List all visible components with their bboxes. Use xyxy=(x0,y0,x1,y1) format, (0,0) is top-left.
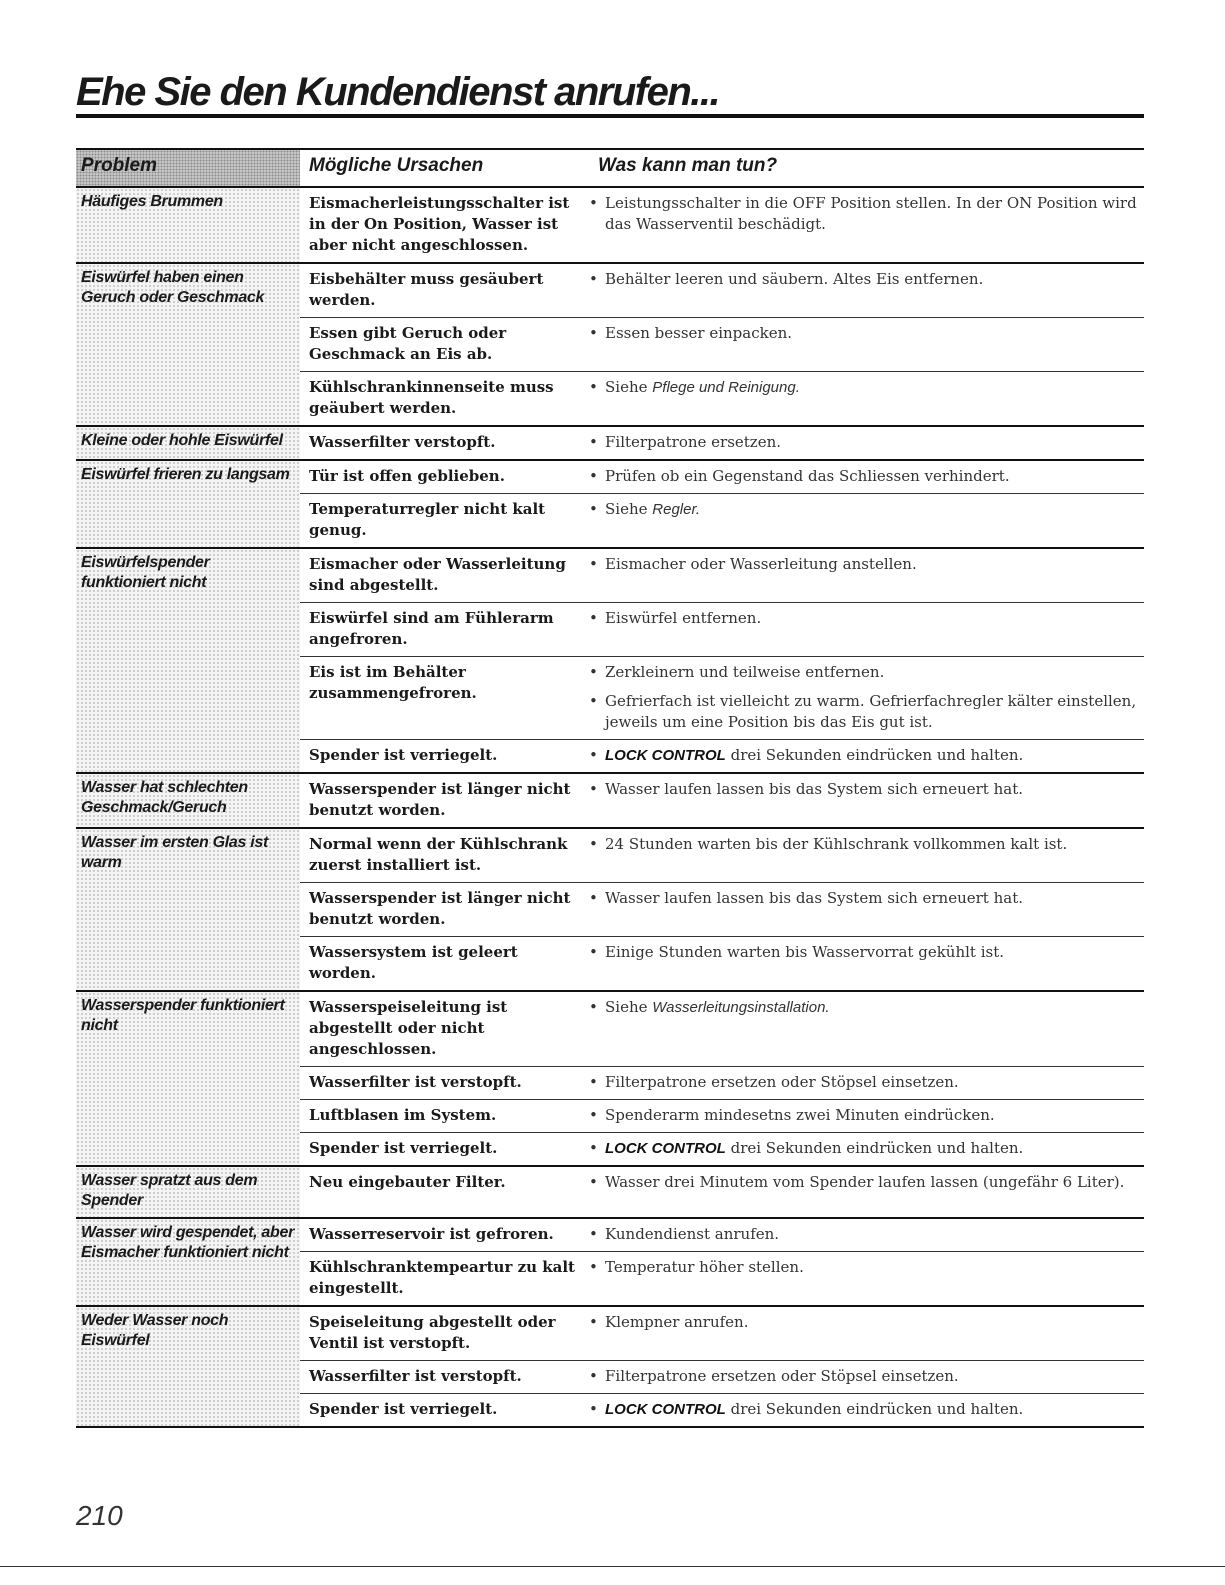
solution-item xyxy=(589,745,1144,766)
solution-segment: Filterpatrone ersetzen oder Stöpsel einsetzen. xyxy=(605,1367,959,1385)
cause-text: Eismacher oder Wasserleitung sind abgestellt. xyxy=(309,555,566,594)
problem-label: Eiswürfel haben einen Geruch oder Geschmack xyxy=(76,264,300,425)
solution-item xyxy=(589,323,1144,344)
cause-text: Essen gibt Geruch oder Geschmack an Eis ab. xyxy=(309,324,507,363)
solution-segment: drei Sekunden eindrücken und halten. xyxy=(725,1400,1024,1418)
cause-text: Wasserfilter verstopft. xyxy=(309,433,496,451)
solution-item xyxy=(589,997,1144,1018)
solutions-cell xyxy=(589,264,1144,317)
cause-row xyxy=(300,1132,1144,1165)
causes-column xyxy=(300,1219,1144,1305)
solutions-cell xyxy=(589,1252,1144,1305)
cause-row xyxy=(300,1219,1144,1251)
solution-item xyxy=(589,942,1144,963)
solution-item xyxy=(589,608,1144,629)
problem-group xyxy=(76,188,1144,264)
causes-column xyxy=(300,549,1144,772)
bullet-icon: • xyxy=(589,433,598,451)
causes-column xyxy=(300,992,1144,1165)
solution-text xyxy=(605,691,1144,733)
cause-row xyxy=(300,371,1144,425)
cause-row xyxy=(300,882,1144,936)
solution-item xyxy=(589,1138,1144,1159)
cause-row xyxy=(300,493,1144,547)
cause-row xyxy=(300,1066,1144,1099)
problem-group xyxy=(76,774,1144,829)
cause-row xyxy=(300,739,1144,772)
solutions-cell xyxy=(589,1307,1144,1360)
reference-text: Pflege und Reinigung. xyxy=(652,379,800,396)
solution-item xyxy=(589,499,1144,520)
solution-text xyxy=(605,323,1144,344)
bullet-icon: • xyxy=(589,1367,598,1385)
solution-item xyxy=(589,1257,1144,1278)
problem-label: Wasser im ersten Glas ist warm xyxy=(76,829,300,990)
cause-row xyxy=(300,992,1144,1066)
bullet-icon: • xyxy=(589,998,598,1016)
causes-column xyxy=(300,1307,1144,1426)
cause-text: Eis ist im Behälter zusammengefroren. xyxy=(309,663,477,702)
causes-column xyxy=(300,829,1144,990)
problem-group xyxy=(76,992,1144,1167)
troubleshooting-table xyxy=(76,148,1144,1428)
cause-text: Temperaturregler nicht kalt genug. xyxy=(309,500,546,539)
cause-row xyxy=(300,264,1144,317)
causes-column xyxy=(300,1167,1144,1217)
header-problem: Problem xyxy=(81,155,158,176)
title-rule xyxy=(76,114,1144,118)
problem-label: Wasser hat schlechten Geschmack/Geruch xyxy=(76,774,300,827)
solution-segment: Temperatur höher stellen. xyxy=(605,1258,804,1276)
causes-column xyxy=(300,461,1144,547)
problem-group xyxy=(76,1219,1144,1307)
problem-group xyxy=(76,1167,1144,1219)
solution-segment: Siehe xyxy=(605,998,653,1016)
solutions-cell xyxy=(589,318,1144,371)
cause-row xyxy=(300,461,1144,493)
solution-text xyxy=(605,269,1144,290)
table-body xyxy=(76,188,1144,1428)
bullet-icon: • xyxy=(589,1313,598,1331)
solution-segment: Einige Stunden warten bis Wasservorrat gekühlt ist. xyxy=(605,943,1004,961)
solutions-cell xyxy=(589,549,1144,602)
solution-text xyxy=(605,942,1144,963)
bullet-icon: • xyxy=(589,194,598,212)
solution-segment: Prüfen ob ein Gegenstand das Schliessen verhindert. xyxy=(605,467,1010,485)
bullet-icon: • xyxy=(589,609,598,627)
cause-row xyxy=(300,1393,1144,1426)
solution-item xyxy=(589,1399,1144,1420)
solution-item xyxy=(589,1105,1144,1126)
solution-item xyxy=(589,834,1144,855)
cause-row xyxy=(300,774,1144,827)
header-causes: Mögliche Ursachen xyxy=(309,155,484,176)
solution-item xyxy=(589,779,1144,800)
solution-text xyxy=(605,1172,1144,1193)
bullet-icon: • xyxy=(589,1173,598,1191)
problem-label: Wasser spratzt aus dem Spender xyxy=(76,1167,300,1217)
solution-segment: Essen besser einpacken. xyxy=(605,324,793,342)
cause-text: Normal wenn der Kühlschrank zuerst installiert ist. xyxy=(309,835,568,874)
solutions-cell xyxy=(589,461,1144,493)
lock-control-label: LOCK CONTROL xyxy=(605,1140,726,1157)
solution-item xyxy=(589,377,1144,398)
bullet-icon: • xyxy=(589,835,598,853)
bullet-icon: • xyxy=(589,270,598,288)
solution-item xyxy=(589,432,1144,453)
cause-text: Luftblasen im System. xyxy=(309,1106,497,1124)
problem-label: Häufiges Brummen xyxy=(76,188,300,262)
solution-text xyxy=(605,745,1144,766)
solution-text xyxy=(605,834,1144,855)
cause-row xyxy=(300,936,1144,990)
problem-group xyxy=(76,264,1144,427)
bullet-icon: • xyxy=(589,1225,598,1243)
solution-segment: Behälter leeren und säubern. Altes Eis entfernen. xyxy=(605,270,984,288)
solution-segment: Eismacher oder Wasserleitung anstellen. xyxy=(605,555,917,573)
solution-segment: drei Sekunden eindrücken und halten. xyxy=(725,1139,1024,1157)
solutions-cell xyxy=(589,603,1144,656)
cause-row xyxy=(300,317,1144,371)
solutions-cell xyxy=(589,1067,1144,1099)
solutions-cell xyxy=(589,740,1144,772)
solution-segment: Siehe xyxy=(605,500,653,518)
solutions-cell xyxy=(589,774,1144,827)
solution-text xyxy=(605,888,1144,909)
cause-text: Kühlschrankinnenseite muss geäubert werden. xyxy=(309,378,554,417)
cause-row xyxy=(300,1360,1144,1393)
bullet-icon: • xyxy=(589,663,598,681)
cause-row xyxy=(300,1099,1144,1132)
bullet-icon: • xyxy=(589,746,598,764)
solution-text xyxy=(605,1105,1144,1126)
solutions-cell xyxy=(589,992,1144,1066)
problem-label: Weder Wasser noch Eiswürfel xyxy=(76,1307,300,1426)
solution-segment: Wasser laufen lassen bis das System sich erneuert hat. xyxy=(605,780,1024,798)
solution-segment: Filterpatrone ersetzen oder Stöpsel einsetzen. xyxy=(605,1073,959,1091)
solutions-cell xyxy=(589,1133,1144,1165)
cause-row xyxy=(300,549,1144,602)
bullet-icon: • xyxy=(589,1258,598,1276)
solution-segment: Wasser laufen lassen bis das System sich erneuert hat. xyxy=(605,889,1024,907)
solutions-cell xyxy=(589,657,1144,739)
solutions-cell xyxy=(589,883,1144,936)
solution-item xyxy=(589,1072,1144,1093)
solution-text xyxy=(605,499,1144,520)
solutions-cell xyxy=(589,1361,1144,1393)
problem-group xyxy=(76,427,1144,461)
lock-control-label: LOCK CONTROL xyxy=(605,747,726,764)
cause-text: Wasserfilter ist verstopft. xyxy=(309,1073,522,1091)
solution-item xyxy=(589,1312,1144,1333)
bullet-icon: • xyxy=(589,943,598,961)
solution-text xyxy=(605,779,1144,800)
solution-text xyxy=(605,466,1144,487)
cause-text: Neu eingebauter Filter. xyxy=(309,1173,506,1191)
solution-item xyxy=(589,1224,1144,1245)
solution-text xyxy=(605,1072,1144,1093)
cause-text: Spender ist verriegelt. xyxy=(309,746,498,764)
solution-text xyxy=(605,377,1144,398)
problem-group xyxy=(76,549,1144,774)
solution-text xyxy=(605,662,1144,683)
page-number: 210 xyxy=(76,1500,123,1531)
cause-row xyxy=(300,602,1144,656)
causes-column xyxy=(300,188,1144,262)
cause-text: Wasserfilter ist verstopft. xyxy=(309,1367,522,1385)
solution-segment: Leistungsschalter in die OFF Position stellen. In der ON Position wird das Wasserventil beschädigt. xyxy=(605,194,1137,233)
solution-text xyxy=(605,1399,1144,1420)
causes-column xyxy=(300,427,1144,459)
solution-segment: Gefrierfach ist vielleicht zu warm. Gefrierfachregler kälter einstellen, jeweils um eine Position bis das Eis gut ist. xyxy=(605,692,1137,731)
solutions-cell xyxy=(589,427,1144,459)
cause-text: Wasserspender ist länger nicht benutzt worden. xyxy=(309,889,571,928)
lock-control-label: LOCK CONTROL xyxy=(605,1401,726,1418)
problem-group xyxy=(76,461,1144,549)
solution-item xyxy=(589,1172,1144,1193)
solution-text xyxy=(605,608,1144,629)
bullet-icon: • xyxy=(589,324,598,342)
solution-segment: Kundendienst anrufen. xyxy=(605,1225,780,1243)
cause-row xyxy=(300,188,1144,262)
table-header xyxy=(76,148,1144,188)
reference-text: Wasserleitungsinstallation. xyxy=(652,999,830,1016)
solutions-cell xyxy=(589,1219,1144,1251)
solution-item xyxy=(589,888,1144,909)
bottom-rule xyxy=(0,1566,1225,1567)
problem-group xyxy=(76,1307,1144,1428)
cause-text: Wasserreservoir ist gefroren. xyxy=(309,1225,554,1243)
solution-segment: Eiswürfel entfernen. xyxy=(605,609,762,627)
bullet-icon: • xyxy=(589,467,598,485)
solution-item xyxy=(589,662,1144,683)
solution-item xyxy=(589,1366,1144,1387)
solution-segment: Zerkleinern und teilweise entfernen. xyxy=(605,663,885,681)
solution-segment: Klempner anrufen. xyxy=(605,1313,749,1331)
cause-text: Speiseleitung abgestellt oder Ventil ist verstopft. xyxy=(309,1313,556,1352)
solution-item xyxy=(589,554,1144,575)
problem-label: Kleine oder hohle Eiswürfel xyxy=(76,427,300,459)
cause-row xyxy=(300,1307,1144,1360)
solutions-cell xyxy=(589,1100,1144,1132)
solutions-cell xyxy=(589,372,1144,425)
bullet-icon: • xyxy=(589,1073,598,1091)
solution-text xyxy=(605,1257,1144,1278)
solution-text xyxy=(605,1224,1144,1245)
solutions-cell xyxy=(589,188,1144,262)
causes-column xyxy=(300,264,1144,425)
bullet-icon: • xyxy=(589,692,598,710)
bullet-icon: • xyxy=(589,780,598,798)
cause-text: Eismacherleistungsschalter ist in der On Position, Wasser ist aber nicht angeschlossen. xyxy=(309,194,570,254)
bullet-icon: • xyxy=(589,500,598,518)
cause-row xyxy=(300,427,1144,459)
cause-text: Eiswürfel sind am Fühlerarm angefroren. xyxy=(309,609,554,648)
page-title: Ehe Sie den Kundendienst anrufen... xyxy=(76,70,720,114)
solution-text xyxy=(605,554,1144,575)
bullet-icon: • xyxy=(589,555,598,573)
solution-segment: Filterpatrone ersetzen. xyxy=(605,433,782,451)
bullet-icon: • xyxy=(589,889,598,907)
solution-text xyxy=(605,1312,1144,1333)
problem-label: Wasser wird gespendet, aber Eismacher funktioniert nicht xyxy=(76,1219,300,1305)
solutions-cell xyxy=(589,937,1144,990)
cause-text: Spender ist verriegelt. xyxy=(309,1139,498,1157)
cause-text: Wasserspeiseleitung ist abgestellt oder nicht angeschlossen. xyxy=(309,998,508,1058)
solutions-cell xyxy=(589,1167,1144,1199)
cause-row xyxy=(300,829,1144,882)
problem-label: Eiswürfel frieren zu langsam xyxy=(76,461,300,547)
cause-row xyxy=(300,1251,1144,1305)
header-solutions: Was kann man tun? xyxy=(598,155,778,176)
cause-text: Tür ist offen geblieben. xyxy=(309,467,505,485)
cause-text: Eisbehälter muss gesäubert werden. xyxy=(309,270,544,309)
cause-text: Kühlschranktempeartur zu kalt eingestellt. xyxy=(309,1258,575,1297)
solutions-cell xyxy=(589,494,1144,547)
solutions-cell xyxy=(589,829,1144,882)
bullet-icon: • xyxy=(589,1106,598,1124)
solution-segment: Siehe xyxy=(605,378,653,396)
cause-row xyxy=(300,656,1144,739)
bullet-icon: • xyxy=(589,1139,598,1157)
causes-column xyxy=(300,774,1144,827)
bullet-icon: • xyxy=(589,378,598,396)
solution-text xyxy=(605,432,1144,453)
solution-segment: 24 Stunden warten bis der Kühlschrank vollkommen kalt ist. xyxy=(605,835,1068,853)
cause-row xyxy=(300,1167,1144,1199)
solutions-cell xyxy=(589,1394,1144,1426)
solution-segment: Wasser drei Minutem vom Spender laufen lassen (ungefähr 6 Liter). xyxy=(605,1173,1125,1191)
solution-text xyxy=(605,193,1144,235)
solution-item xyxy=(589,466,1144,487)
problem-label: Eiswürfelspender funktioniert nicht xyxy=(76,549,300,772)
solution-item xyxy=(589,269,1144,290)
bullet-icon: • xyxy=(589,1400,598,1418)
solution-segment: Spenderarm mindesetns zwei Minuten eindrücken. xyxy=(605,1106,995,1124)
solution-text xyxy=(605,1366,1144,1387)
cause-text: Spender ist verriegelt. xyxy=(309,1400,498,1418)
problem-label: Wasserspender funktioniert nicht xyxy=(76,992,300,1165)
solution-item xyxy=(589,193,1144,235)
cause-text: Wasserspender ist länger nicht benutzt worden. xyxy=(309,780,571,819)
cause-text: Wassersystem ist geleert worden. xyxy=(309,943,518,982)
solution-item xyxy=(589,691,1144,733)
solution-text xyxy=(605,1138,1144,1159)
solution-segment: drei Sekunden eindrücken und halten. xyxy=(725,746,1024,764)
reference-text: Regler. xyxy=(652,501,701,518)
solution-text xyxy=(605,997,1144,1018)
problem-group xyxy=(76,829,1144,992)
